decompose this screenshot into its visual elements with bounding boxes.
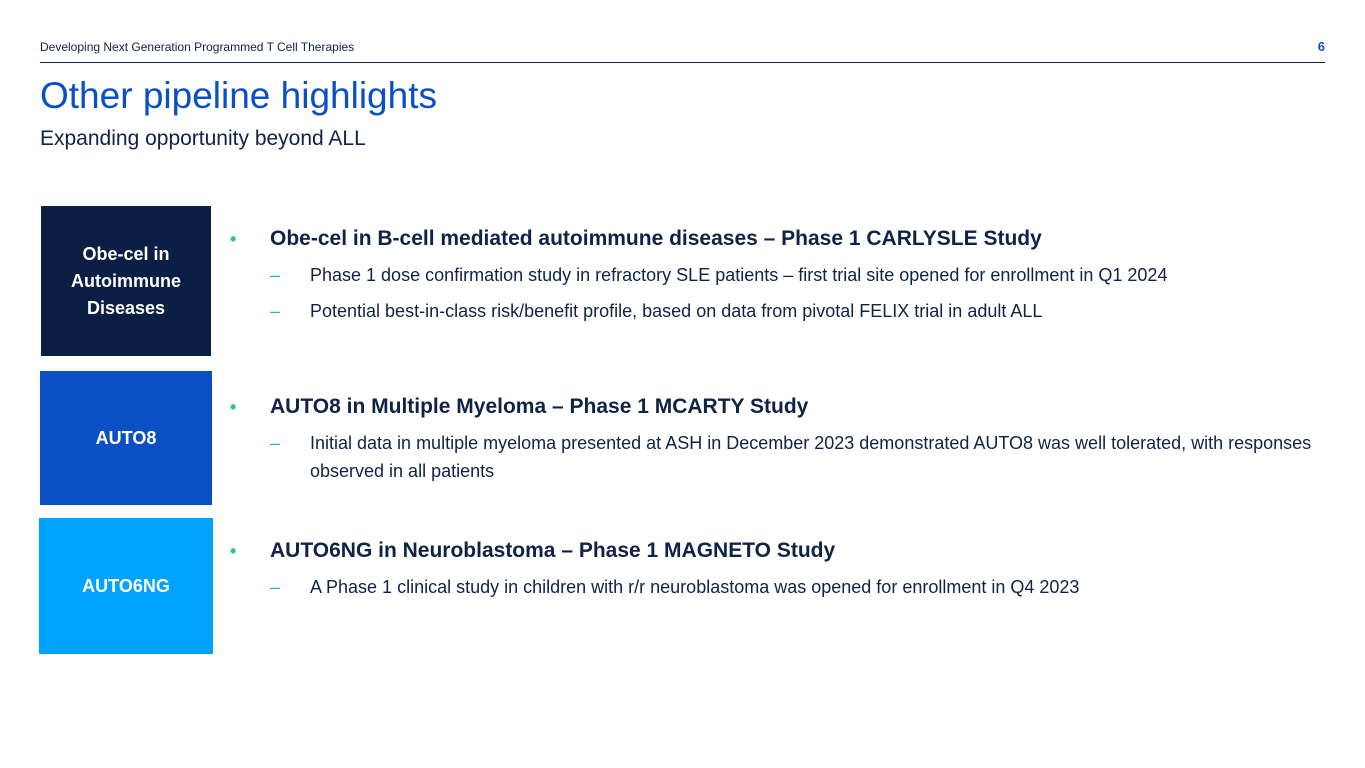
dash-icon: – bbox=[270, 433, 281, 453]
sub-item-text: A Phase 1 clinical study in children with r/r neuroblastoma was opened for enrollment in Q4 2023 bbox=[310, 577, 1080, 597]
page-subtitle: Expanding opportunity beyond ALL bbox=[40, 127, 366, 150]
category-box-label: Obe-cel in Autoimmune Diseases bbox=[71, 243, 181, 318]
page-number: 6 bbox=[1317, 39, 1325, 54]
category-box-auto8 bbox=[40, 371, 212, 505]
section-auto6ng bbox=[230, 537, 1330, 601]
sub-item bbox=[230, 573, 1330, 601]
sub-item-text: Initial data in multiple myeloma presented at ASH in December 2023 demonstrated AUTO8 was well tolerated, with responses observed in all patients bbox=[310, 433, 1312, 481]
section-heading bbox=[230, 393, 1330, 421]
bullet-icon: • bbox=[230, 397, 237, 417]
header-text: Developing Next Generation Programmed T Cell Therapies bbox=[40, 40, 355, 54]
dash-icon: – bbox=[270, 265, 281, 285]
sub-item-text: Potential best-in-class risk/benefit profile, based on data from pivotal FELIX trial in adult ALL bbox=[310, 301, 1043, 321]
page-title: Other pipeline highlights bbox=[40, 75, 437, 116]
section-heading-text: AUTO6NG in Neuroblastoma – Phase 1 MAGNETO Study bbox=[270, 539, 836, 562]
section-auto8 bbox=[230, 393, 1330, 485]
header-divider bbox=[40, 62, 1325, 63]
category-box-auto6ng bbox=[39, 518, 213, 654]
category-box-obe-cel bbox=[41, 206, 211, 356]
sub-item bbox=[230, 261, 1330, 289]
category-box-label: AUTO8 bbox=[95, 427, 157, 448]
category-box-label: AUTO6NG bbox=[82, 575, 170, 596]
sub-item bbox=[230, 429, 1330, 485]
bullet-icon: • bbox=[230, 229, 237, 249]
dash-icon: – bbox=[270, 577, 281, 597]
section-heading bbox=[230, 225, 1330, 253]
section-heading bbox=[230, 537, 1330, 565]
section-obe-cel bbox=[230, 225, 1330, 325]
sub-item bbox=[230, 297, 1330, 325]
dash-icon: – bbox=[270, 301, 281, 321]
section-heading-text: AUTO8 in Multiple Myeloma – Phase 1 MCARTY Study bbox=[270, 395, 809, 418]
sub-item-text: Phase 1 dose confirmation study in refractory SLE patients – first trial site opened for enrollment in Q1 2024 bbox=[310, 265, 1168, 285]
bullet-icon: • bbox=[230, 541, 237, 561]
section-heading-text: Obe-cel in B-cell mediated autoimmune diseases – Phase 1 CARLYSLE Study bbox=[270, 227, 1042, 250]
